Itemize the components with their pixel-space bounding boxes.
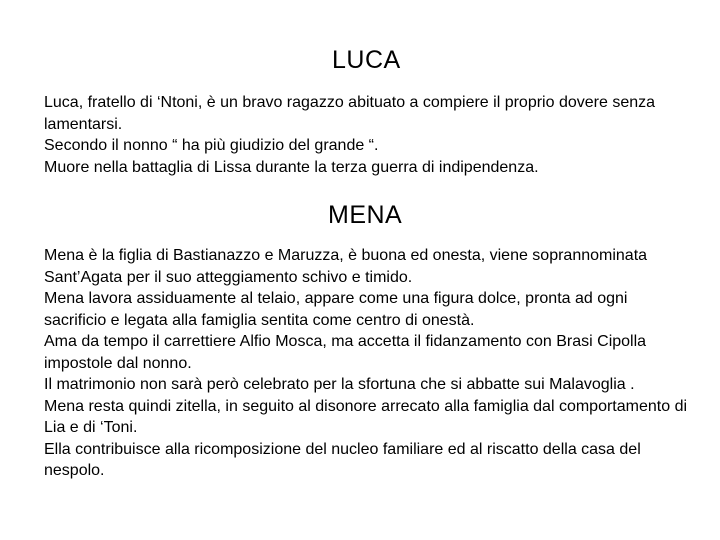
- mena-paragraph-5: Mena resta quindi zitella, in seguito al disonore arrecato alla famiglia dal comportamento di Lia e di ‘Toni.: [44, 397, 688, 436]
- luca-paragraph-3: Muore nella battaglia di Lissa durante la terza guerra di indipendenza.: [44, 158, 539, 176]
- mena-paragraph-2: Mena lavora assiduamente al telaio, appare come una figura dolce, pronta ad ogni sacrificio e legata alla famiglia sentita come centro di onestà.: [44, 290, 628, 329]
- mena-heading: MENA: [328, 201, 403, 229]
- luca-paragraph-1: Luca, fratello di ‘Ntoni, è un bravo ragazzo abituato a compiere il proprio dovere senza lamentarsi.: [44, 94, 656, 133]
- mena-paragraph-4: Il matrimonio non sarà però celebrato per la sfortuna che si abbatte sui Malavoglia .: [44, 376, 635, 393]
- luca-description: [44, 92, 694, 178]
- mena-paragraph-6: Ella contribuisce alla ricomposizione del nucleo familiare ed al riscatto della casa del nespolo.: [44, 440, 641, 479]
- luca-heading: LUCA: [332, 46, 401, 74]
- mena-paragraph-3: Ama da tempo il carrettiere Alfio Mosca, ma accetta il fidanzamento con Brasi Cipolla impostole dal nonno.: [44, 333, 647, 372]
- mena-description: [44, 245, 694, 482]
- mena-paragraph-1: Mena è la figlia di Bastianazzo e Maruzza, è buona ed onesta, viene soprannominata Sant’Agata per il suo atteggiamento schivo e timido.: [44, 247, 648, 286]
- luca-paragraph-2: Secondo il nonno “ ha più giudizio del grande “.: [44, 137, 379, 154]
